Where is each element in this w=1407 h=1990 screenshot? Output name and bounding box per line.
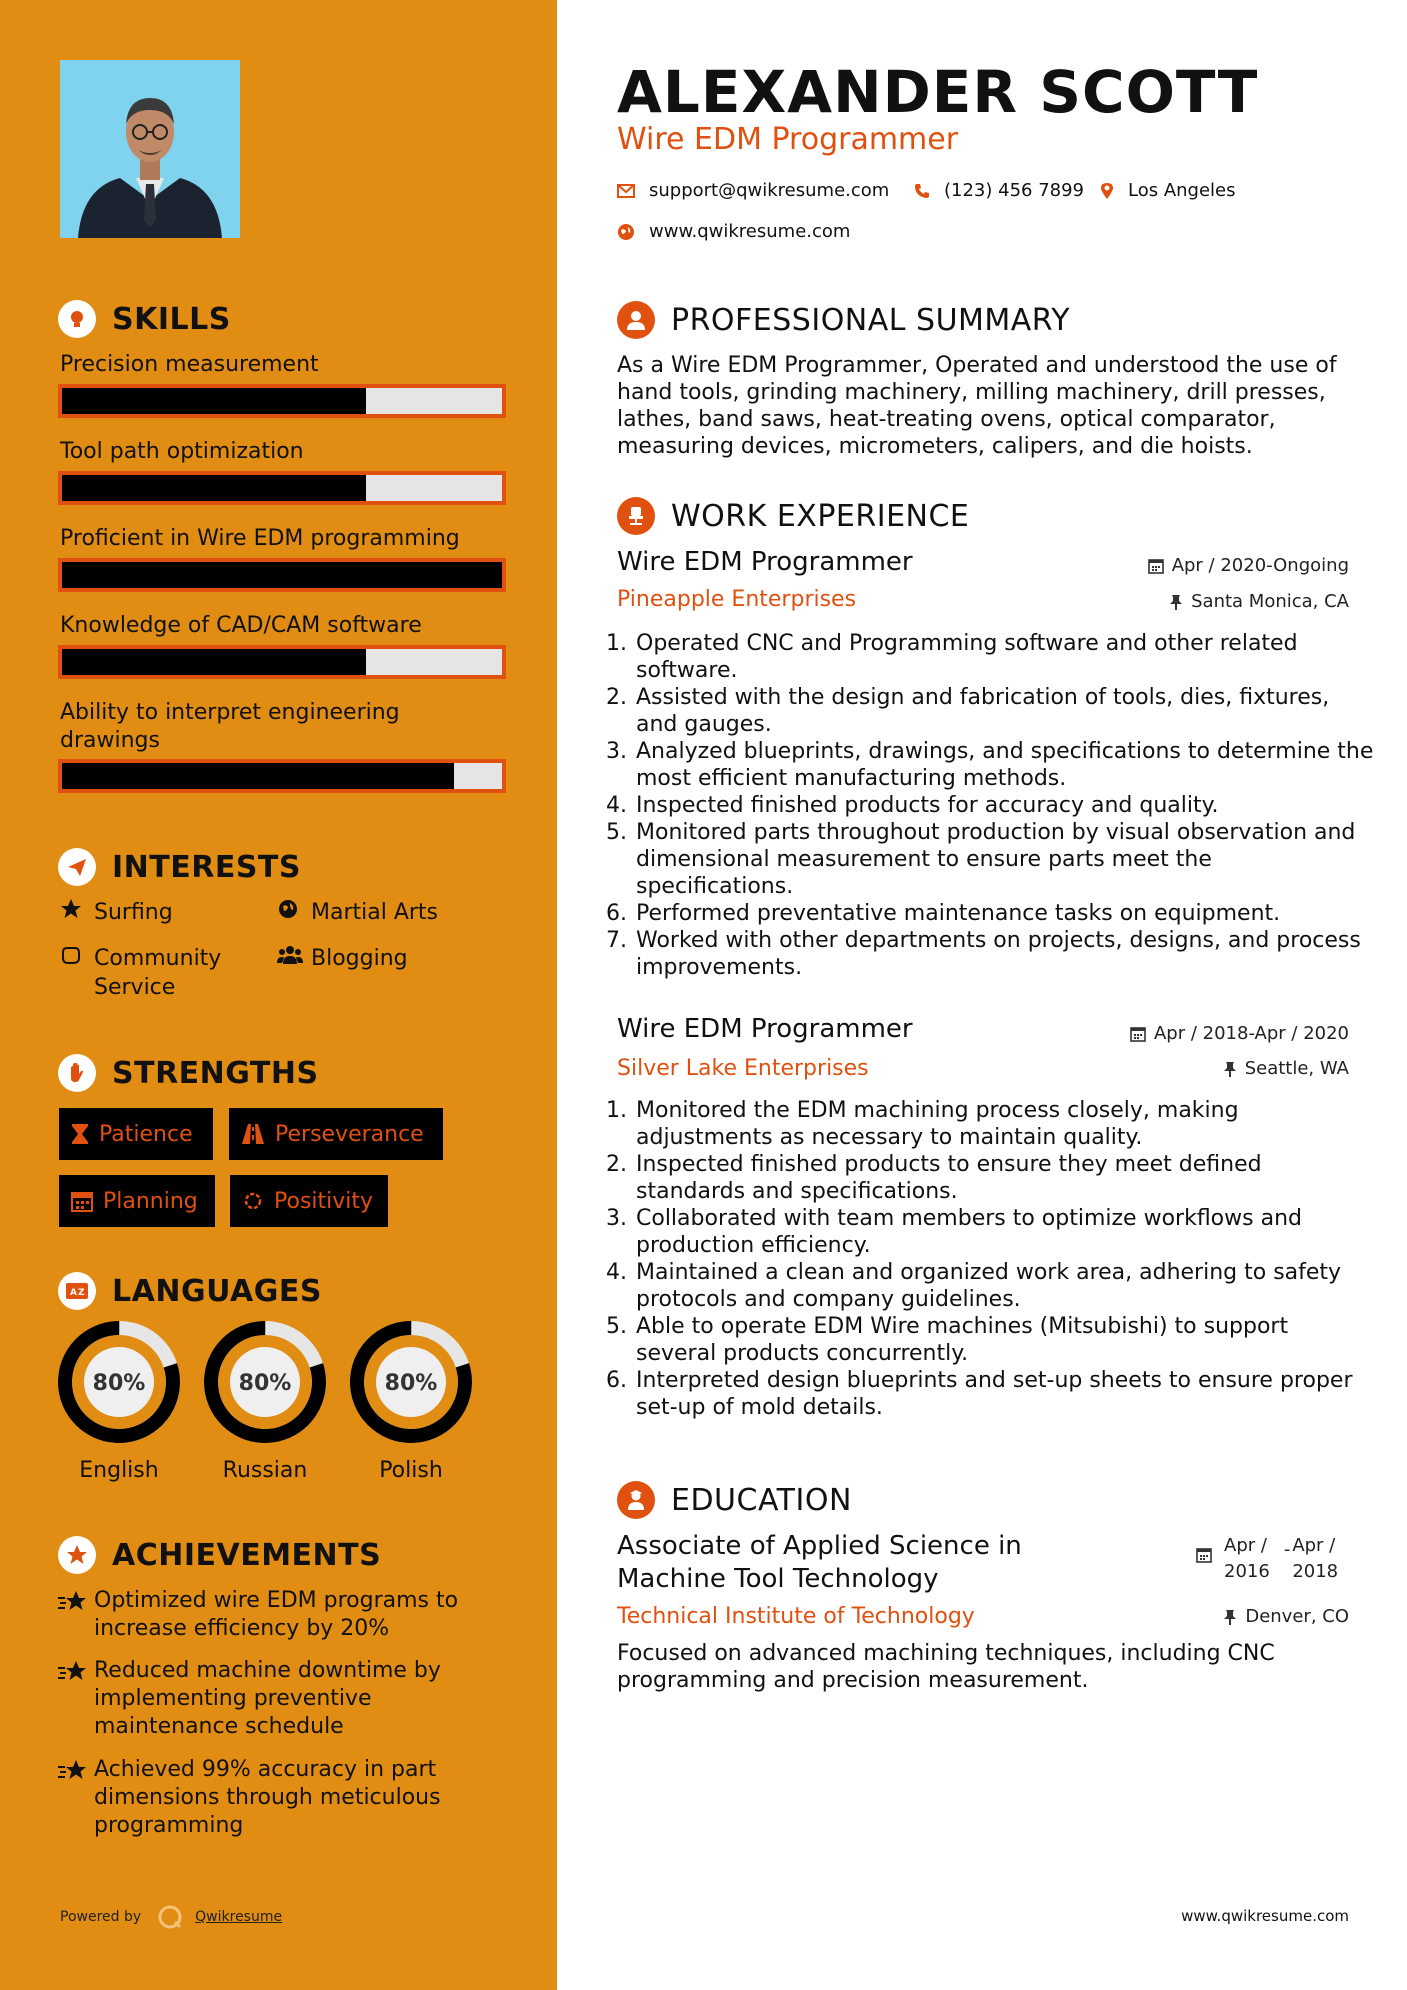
strength-label: Perseverance [275,1121,424,1147]
skill-label: Ability to interpret engineering drawings [60,700,400,753]
star-list-icon [58,1758,94,1840]
summary-title: PROFESSIONAL SUMMARY [671,302,1071,338]
strength-badge [59,1108,213,1160]
duty-item: 6. Performed preventative maintenance tasks on equipment. [634,900,1374,927]
powered-by [60,1904,282,1930]
skill-label: Knowledge of CAD/CAM software [60,613,422,638]
job-dates-text: Apr / 2018-Apr / 2020 [1153,1023,1349,1044]
language-gauge [49,1312,189,1456]
candidate-role: Wire EDM Programmer [617,122,959,157]
language-name: Polish [379,1458,443,1483]
achievements-title: ACHIEVEMENTS [112,1537,382,1573]
end-month: Apr / [1292,1535,1336,1556]
language-name: English [79,1458,159,1483]
job-title: Wire EDM Programmer [617,1014,913,1044]
education-location-text: Denver, CO [1245,1606,1349,1627]
summary-text: As a Wire EDM Programmer, Operated and understood the use of hand tools, grinding machinery, milling machinery, drill presses, lathes, band saws, heat-treating ovens, optical comparator, measuring devices, micrometers, calipers, and die hoists. [617,353,1337,459]
svg-text:Z: Z [78,1288,85,1298]
pushpin-icon [1223,1609,1237,1625]
skill-bar-fill [62,388,366,414]
strength-label: Patience [99,1121,193,1147]
contact-email [617,180,889,201]
calendar-icon [1196,1547,1212,1585]
education-heading [617,1481,852,1519]
interest-label: Community Service [94,946,222,1000]
contact-website [617,221,850,242]
phone-number[interactable]: (123) 456 7899 [944,180,1085,201]
profile-photo [60,60,240,238]
interest-item [60,944,260,1002]
company-name: Silver Lake Enterprises [617,1056,869,1081]
interests-title: INTERESTS [112,849,301,885]
job-location-text: Santa Monica, CA [1191,591,1349,612]
end-year: 2018 [1292,1561,1339,1582]
powered-by-label: Powered by [60,1909,142,1925]
interest-label: Surfing [94,900,173,925]
strengths-title: STRENGTHS [112,1055,319,1091]
contact-location [1100,180,1236,201]
person-avatar-icon [60,60,240,238]
office-chair-icon [617,497,655,535]
languages-heading [58,1272,322,1310]
language-gauge [341,1312,481,1456]
summary-heading [617,301,1070,339]
education-location [1223,1606,1349,1627]
experience-heading [617,497,969,535]
achievement-text: Optimized wire EDM programs to increase efficiency by 20% [94,1588,459,1641]
interest-item [60,898,173,928]
calendar-icon [1130,1026,1146,1042]
experience-title: WORK EXPERIENCE [671,498,970,534]
duty-item: 6. Interpreted design blueprints and set-up sheets to ensure proper set-up of mold details. [634,1367,1374,1421]
job-location-text: Seattle, WA [1244,1058,1349,1079]
job-duties [617,630,1374,981]
duty-item: 7. Worked with other departments on projects, designs, and process improvements. [634,927,1374,981]
school-name: Technical Institute of Technology [617,1604,975,1629]
strength-badge [59,1175,215,1227]
skill-label: Tool path optimization [60,439,304,464]
duty-item: 1. Monitored the EDM machining process closely, making adjustments as necessary to maintain quality. [634,1097,1374,1151]
job-location [1223,1058,1349,1079]
achievement-item [58,1756,498,1840]
interest-label: Martial Arts [311,900,439,925]
education-dates [1196,1533,1338,1585]
language-name: Russian [222,1458,308,1483]
paper-plane-icon [58,848,96,886]
achievement-text: Achieved 99% accuracy in part dimensions through meticulous programming [94,1757,441,1838]
phone-icon [914,183,930,199]
globe-icon [277,898,303,928]
achievement-text: Reduced machine downtime by implementing preventive maintenance schedule [94,1658,441,1739]
achievement-item [58,1657,498,1741]
interest-item [277,944,408,974]
hourglass-icon [71,1123,89,1145]
star-list-icon [58,1659,94,1741]
strength-badge [229,1108,443,1160]
users-icon [277,944,303,974]
star-list-icon [58,1589,94,1643]
skill-bar-fill [62,763,454,789]
gauge-percent: 80% [384,1371,438,1396]
location-text: Los Angeles [1128,180,1236,201]
star-icon [60,898,86,928]
interest-item [277,898,438,928]
lightbulb-icon [58,300,96,338]
job-dates-text: Apr / 2020-Ongoing [1171,555,1349,576]
skill-bar [58,645,506,679]
candidate-name: ALEXANDER SCOTT [617,58,1259,126]
map-pin-icon [1100,182,1114,200]
calendar-icon [1148,558,1164,574]
user-icon [617,301,655,339]
interests-heading [58,848,301,886]
duty-item: 2. Assisted with the design and fabrication of tools, dies, fixtures, and gauges. [634,684,1374,738]
languages-title: LANGUAGES [112,1273,322,1309]
envelope-icon [617,184,635,198]
qwikresume-link[interactable]: Qwikresume [195,1909,283,1925]
qwikresume-logo-icon [157,1904,183,1930]
pushpin-icon [1223,1061,1237,1077]
job-location [1169,591,1349,612]
pushpin-icon [1169,594,1183,610]
job-dates [1130,1023,1349,1044]
duty-item: 3. Analyzed blueprints, drawings, and specifications to determine the most efficient manufacturing methods. [634,738,1374,792]
skill-bar-fill [62,562,502,588]
job-title: Wire EDM Programmer [617,547,913,577]
website-link[interactable]: www.qwikresume.com [649,221,851,242]
date-separator: - [1283,1539,1291,1560]
skill-label: Precision measurement [60,352,319,377]
strength-label: Planning [103,1188,198,1214]
skill-bar-fill [62,649,366,675]
svg-text:A: A [70,1288,77,1298]
education-end [1292,1533,1338,1585]
translate-icon [58,1272,96,1310]
graduate-icon [617,1481,655,1519]
skills-title: SKILLS [112,301,231,337]
sidebar [0,0,557,1990]
strength-badge [230,1175,388,1227]
duty-item: 5. Able to operate EDM Wire machines (Mitsubishi) to support several products concurrently. [634,1313,1374,1367]
duty-item: 4. Inspected finished products for accuracy and quality. [634,792,1374,819]
degree-title: Associate of Applied Science in Machine Tool Technology [617,1531,1022,1594]
sun-icon [242,1190,264,1212]
education-title: EDUCATION [671,1482,852,1518]
contact-phone [914,180,1084,201]
skill-bar [58,759,506,793]
education-start [1224,1533,1270,1585]
skill-bar-fill [62,475,366,501]
road-icon [241,1123,265,1145]
job-dates [1148,555,1349,576]
duty-item: 2. Inspected finished products to ensure they meet defined standards and specifications. [634,1151,1374,1205]
skill-bar [58,384,506,418]
job-duties [617,1097,1374,1421]
hand-icon [60,944,86,974]
skill-label: Proficient in Wire EDM programming [60,526,460,551]
strength-label: Positivity [274,1188,374,1214]
interest-label: Blogging [311,946,408,971]
calendar-icon [71,1190,93,1212]
duty-item: 1. Operated CNC and Programming software and other related software. [634,630,1374,684]
duty-item: 5. Monitored parts throughout production by visual observation and dimensional measurement to ensure parts meet the specifications. [634,819,1374,900]
gauge-percent: 80% [92,1371,146,1396]
start-month: Apr / [1224,1535,1267,1556]
education-description: Focused on advanced machining techniques, including CNC programming and precision measurement. [617,1641,1275,1693]
start-year: 2016 [1224,1561,1270,1582]
duty-item: 3. Collaborated with team members to optimize workflows and production efficiency. [634,1205,1374,1259]
achievements-heading [58,1536,381,1574]
email-link[interactable]: support@qwikresume.com [649,180,890,201]
skill-bar [58,558,506,592]
footer-website[interactable]: www.qwikresume.com [1181,1907,1349,1925]
language-gauge [195,1312,335,1456]
duty-item: 4. Maintained a clean and organized work area, adhering to safety protocols and company guidelines. [634,1259,1374,1313]
skills-heading [58,300,231,338]
strengths-heading [58,1054,319,1092]
globe-icon [617,223,635,241]
company-name: Pineapple Enterprises [617,587,857,612]
hand-palm-icon [58,1054,96,1092]
star-badge-icon [58,1536,96,1574]
gauge-percent: 80% [238,1371,292,1396]
skill-bar [58,471,506,505]
achievement-item [58,1587,498,1643]
